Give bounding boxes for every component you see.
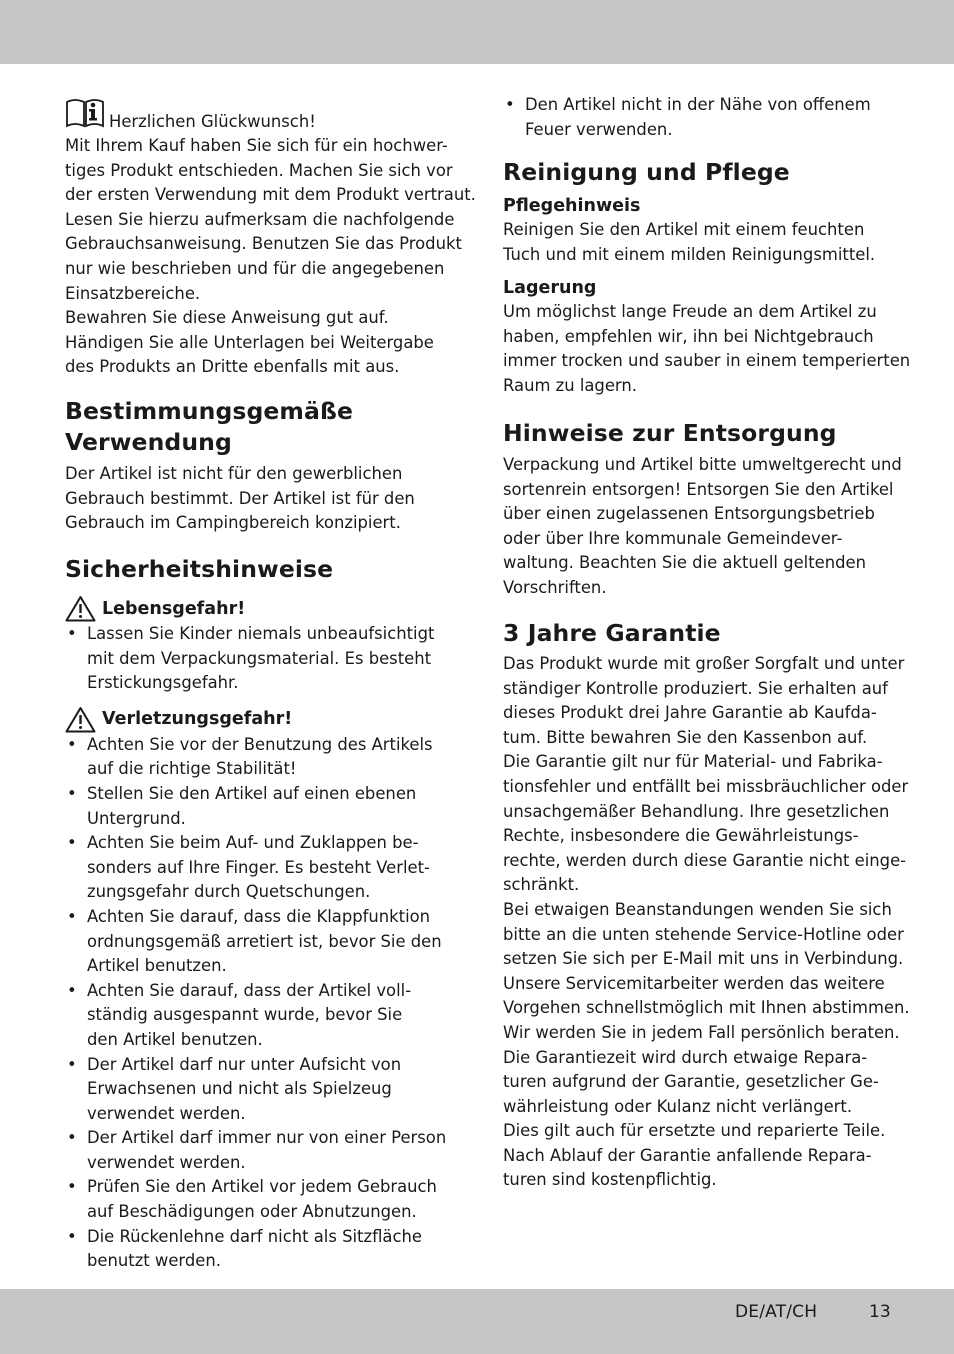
list-item-line: Erstickungsgefahr. [87, 673, 239, 693]
text-line: setzen Sie sich per E-Mail mit uns in Verbindung. [503, 949, 904, 969]
list-item [65, 1126, 446, 1175]
danger-injury-label: Verletzungsgefahr! [102, 709, 293, 730]
bullet-icon: • [67, 1177, 77, 1197]
page-number: 13 [869, 1302, 891, 1322]
text-line: Vorschriften. [503, 577, 607, 597]
bullet-icon: • [67, 783, 77, 803]
list-item [65, 979, 446, 1053]
list-item-line: Stellen Sie den Artikel auf einen ebenen [87, 783, 417, 803]
intended-use-section [65, 396, 415, 536]
text-line: dieses Produkt drei Jahre Garantie ab Kaufda- [503, 703, 877, 723]
list-item-line: mit dem Verpackungsmaterial. Es besteht [87, 648, 432, 668]
list-item [65, 782, 446, 831]
disposal-text [503, 453, 902, 601]
text-line: Der Artikel ist nicht für den gewerblichen [65, 464, 403, 483]
text-line: Vorgehen schnellstmöglich mit Ihnen abstimmen. [503, 998, 910, 1018]
text-line: über einen zugelassenen Entsorgungsbetrieb [503, 504, 875, 524]
text-line: haben, empfehlen wir, ihn bei Nichtgebrauch [503, 326, 874, 346]
text-line: turen sind kostenpflichtig. [503, 1170, 717, 1190]
warranty-title: 3 Jahre Garantie [503, 619, 721, 647]
intended-use-title [65, 396, 415, 458]
list-item-line: verwendet werden. [87, 1152, 246, 1172]
list-item [65, 1053, 446, 1127]
list-item-line: Achten Sie darauf, dass die Klappfunktion [87, 906, 431, 926]
storage-text [503, 300, 910, 398]
text-line: bitte an die unten stehende Service-Hotline oder [503, 924, 904, 944]
text-line: Tuch und mit einem milden Reinigungsmittel. [503, 244, 876, 264]
list-item-line: zungsgefahr durch Quetschungen. [87, 882, 371, 902]
text-line: Bewahren Sie diese Anweisung gut auf. [65, 308, 389, 328]
list-item-line: auf Beschädigungen oder Abnutzungen. [87, 1202, 417, 1222]
danger-life-list [65, 622, 446, 696]
warranty-text [503, 652, 910, 1193]
text-line: immer trocken und sauber in einem temperierten [503, 351, 911, 371]
bullet-icon: • [67, 980, 77, 1000]
text-line: Dies gilt auch für ersetzte und reparierte Teile. [503, 1121, 886, 1141]
warning-triangle-icon [65, 706, 96, 733]
bullet-icon: • [67, 624, 77, 643]
intro-heading: Herzlichen Glückwunsch! [109, 112, 316, 131]
text-line: Reinigen Sie den Artikel mit einem feuchten [503, 220, 865, 239]
list-item-line: Die Rückenlehne darf nicht als Sitzfläche [87, 1226, 422, 1246]
text-line: nur wie beschrieben und für die angegebenen [65, 258, 445, 278]
list-item-line: Artikel benutzen. [87, 956, 227, 976]
list-item-line: verwendet werden. [87, 1103, 246, 1123]
list-item-line: Achten Sie beim Auf- und Zuklappen be- [87, 833, 419, 853]
care-note-title: Pflegehinweis [503, 196, 641, 216]
text-line: währleistung oder Kulanz nicht verlängert. [503, 1096, 853, 1116]
danger-life-heading [65, 595, 446, 622]
list-item-line: Erwachsenen und nicht als Spielzeug [87, 1079, 392, 1099]
list-item [503, 93, 871, 142]
intro-heading-row [65, 96, 476, 132]
list-item-line: ständig ausgespannt wurde, bevor Sie [87, 1005, 403, 1025]
warranty-section [503, 618, 910, 1193]
text-line: oder über Ihre kommunale Gemeindever- [503, 528, 843, 548]
text-line: Raum zu lagern. [503, 375, 637, 395]
text-line: Rechte, insbesondere die Gewährleistungs- [503, 826, 859, 846]
bullet-icon: • [67, 734, 77, 754]
text-line: Unsere Servicemitarbeiter werden das weitere [503, 973, 885, 993]
care-section [503, 157, 910, 399]
text-line: der ersten Verwendung mit dem Produkt vertraut. [65, 185, 476, 205]
intended-use-text [65, 462, 415, 536]
list-item [65, 905, 446, 979]
text-line: Einsatzbereiche. [65, 283, 201, 303]
text-line: Nach Ablauf der Garantie anfallende Repara- [503, 1145, 872, 1165]
list-item-line: Den Artikel nicht in der Nähe von offenem [525, 95, 871, 114]
text-line: Um möglichst lange Freude an dem Artikel zu [503, 302, 877, 322]
text-line: waltung. Beachten Sie die aktuell geltenden [503, 553, 866, 573]
header-bar [0, 0, 954, 64]
text-line: des Produkts an Dritte ebenfalls mit aus. [65, 357, 400, 377]
bullet-icon: • [67, 1226, 77, 1246]
bullet-icon: • [67, 1054, 77, 1074]
list-item [65, 1175, 446, 1224]
text-line: unsachgemäßer Behandlung. Ihre gesetzlichen [503, 801, 890, 821]
list-item-line: Achten Sie darauf, dass der Artikel voll- [87, 980, 412, 1000]
list-item [65, 622, 446, 696]
list-item-line: Der Artikel darf nur unter Aufsicht von [87, 1054, 402, 1074]
care-title: Reinigung und Pflege [503, 158, 790, 186]
warning-triangle-icon [65, 595, 96, 622]
bullet-icon: • [67, 906, 77, 926]
list-item [65, 831, 446, 905]
disposal-section [503, 418, 902, 601]
intro-section [65, 96, 476, 380]
list-item-line: ordnungsgemäß arretiert ist, bevor Sie den [87, 931, 442, 951]
fire-warning-list [503, 93, 871, 142]
text-line: Die Garantiezeit wird durch etwaige Repara- [503, 1047, 868, 1067]
list-item-line: Prüfen Sie den Artikel vor jedem Gebrauch [87, 1177, 437, 1197]
danger-injury-list [65, 733, 446, 1274]
danger-injury-heading [65, 706, 446, 733]
text-line: Verpackung und Artikel bitte umweltgerecht und [503, 455, 902, 474]
footer-region: DE/AT/CH [735, 1302, 818, 1322]
text-line: schränkt. [503, 875, 580, 895]
list-item [65, 1225, 446, 1274]
info-book-icon [65, 96, 105, 132]
text-line: Gebrauchsanweisung. Benutzen Sie das Produkt [65, 234, 462, 254]
text-line: Lesen Sie hierzu aufmerksam die nachfolgende [65, 209, 455, 229]
disposal-title: Hinweise zur Entsorgung [503, 419, 837, 447]
list-item-line: benutzt werden. [87, 1251, 221, 1271]
list-item-line: Der Artikel darf immer nur von einer Person [87, 1128, 447, 1148]
text-line: tum. Bitte bewahren Sie den Kassenbon auf. [503, 727, 868, 747]
care-note-text [503, 218, 910, 267]
text-line: Händigen Sie alle Unterlagen bei Weitergabe [65, 332, 434, 352]
text-line: Das Produkt wurde mit großer Sorgfalt und unter [503, 654, 905, 673]
intended-use-title-line2: Verwendung [65, 428, 232, 456]
text-line: Die Garantie gilt nur für Material- und Fabrika- [503, 752, 883, 772]
list-item-line: Lassen Sie Kinder niemals unbeaufsichtigt [87, 624, 435, 643]
list-item-line: den Artikel benutzen. [87, 1029, 263, 1049]
list-item-line: Untergrund. [87, 808, 186, 828]
text-line: Wir werden Sie in jedem Fall persönlich beraten. [503, 1022, 900, 1042]
text-line: rechte, werden durch diese Garantie nicht einge- [503, 850, 907, 870]
bullet-icon: • [67, 833, 77, 853]
storage-title: Lagerung [503, 278, 597, 299]
text-line: turen aufgrund der Garantie, gesetzlicher Ge- [503, 1072, 879, 1092]
list-item-line: Feuer verwenden. [525, 119, 673, 139]
list-item-line: auf die richtige Stabilität! [87, 759, 297, 779]
text-line: sortenrein entsorgen! Entsorgen Sie den Artikel [503, 479, 894, 499]
text-line: Bei etwaigen Beanstandungen wenden Sie sich [503, 899, 892, 919]
bullet-icon: • [67, 1128, 77, 1148]
text-line: tionsfehler und entfällt bei missbräuchlicher oder [503, 776, 909, 796]
bullet-icon: • [505, 95, 515, 114]
text-line: tiges Produkt entschieden. Machen Sie sich vor [65, 160, 453, 180]
safety-section [65, 554, 446, 1274]
text-line: Gebrauch bestimmt. Der Artikel ist für den [65, 488, 415, 508]
list-item-line: Achten Sie vor der Benutzung des Artikels [87, 734, 433, 754]
text-line: ständiger Kontrolle produziert. Sie erhalten auf [503, 678, 888, 698]
safety-title: Sicherheitshinweise [65, 555, 334, 583]
danger-life-label: Lebensgefahr! [102, 598, 246, 619]
intro-text [65, 134, 476, 380]
text-line: Mit Ihrem Kauf haben Sie sich für ein hochwer- [65, 136, 448, 155]
text-line: Gebrauch im Campingbereich konzipiert. [65, 513, 401, 533]
list-item [65, 733, 446, 782]
list-item-line: sonders auf Ihre Finger. Es besteht Verlet- [87, 857, 430, 877]
intended-use-title-line1: Bestimmungsgemäße [65, 397, 354, 425]
